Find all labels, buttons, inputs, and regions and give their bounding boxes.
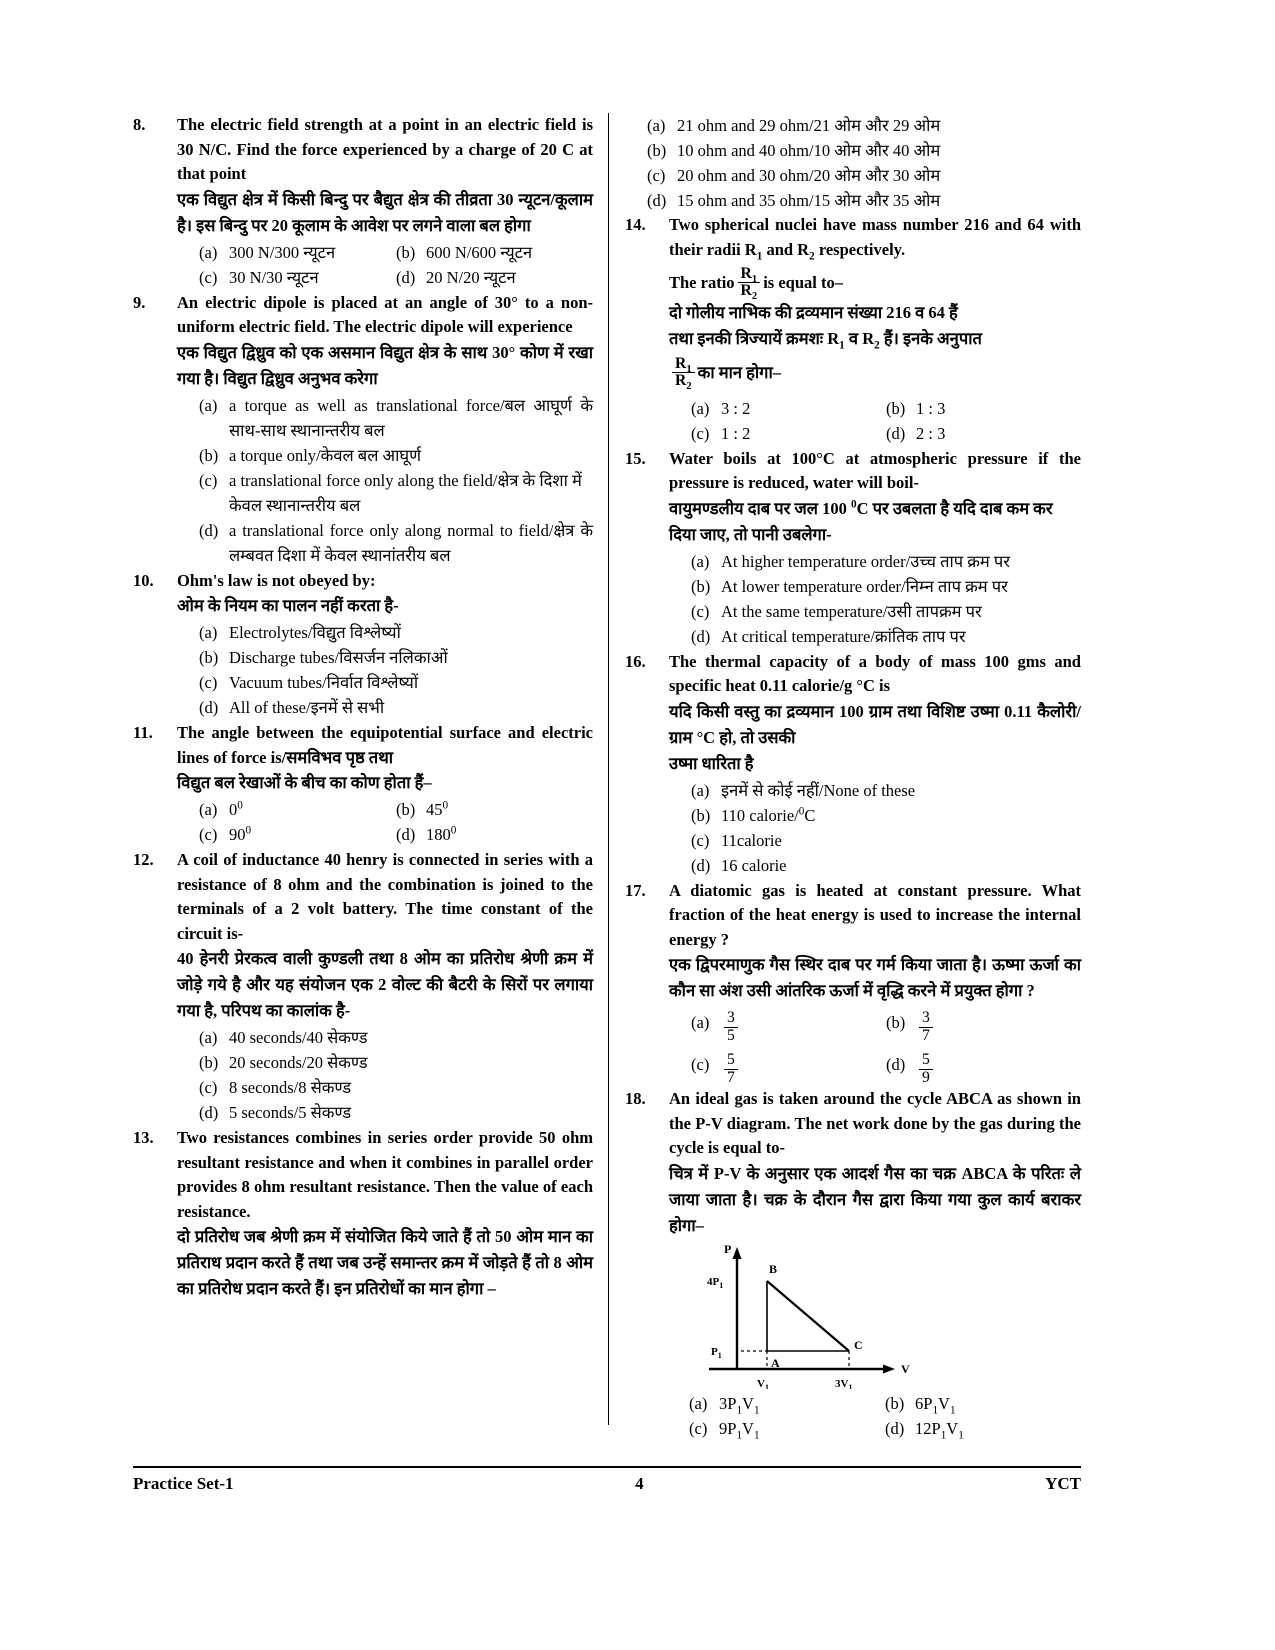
question-body	[177, 291, 593, 568]
option-text: 110 calorie/$^0$C	[721, 805, 816, 825]
question-10	[133, 569, 593, 721]
option-label: (c)	[691, 1055, 710, 1075]
option-label: (a)	[691, 1013, 710, 1033]
question-english: Two resistances combines in series order provide 50 ohm resultant resistance and when it combines in parallel order provides 8 ohm resultant resistance. Then the value of each resistance.	[177, 1128, 593, 1221]
option-row	[691, 1052, 1081, 1086]
question-number: 15.	[625, 448, 646, 468]
footer-set-label: Practice Set-1	[133, 1474, 234, 1493]
option-text: 20 N/20 न्यूटन	[426, 267, 516, 287]
options-list	[669, 396, 1081, 446]
option-b[interactable]	[396, 797, 593, 822]
question-number: 14.	[625, 215, 646, 234]
question-hindi: एक विद्युत द्विध्रुव को एक असमान विद्युत क्षेत्र के साथ 30° कोण में रखा गया है। विद्युत द्विध्रुव अनुभव करेगा	[177, 342, 593, 388]
option-text: 600 N/600 न्यूटन	[426, 242, 533, 262]
option-label: (b)	[885, 1393, 905, 1413]
option-text: a translational force only along normal to field/क्षेत्र के लम्बवत दिशा में केवल स्थानांतरीय बल	[229, 520, 593, 565]
option-d[interactable]	[885, 1416, 1081, 1441]
question-body	[177, 721, 593, 847]
option-text	[721, 1052, 886, 1086]
option-c[interactable]	[199, 265, 396, 290]
page-footer	[133, 1474, 1081, 1494]
question-15	[625, 447, 1081, 649]
question-english: Water boils at 100°C at atmospheric pressure if the pressure is reduced, water will boil-	[669, 448, 1081, 493]
question-number: 13.	[133, 1128, 154, 1147]
option-row	[691, 421, 1081, 446]
question-8	[133, 113, 593, 290]
option-label: (a)	[199, 1028, 218, 1047]
option-label: (a)	[199, 623, 218, 642]
option-text: At higher temperature order/उच्च ताप क्रम पर	[721, 551, 1011, 571]
question-14	[625, 213, 1081, 446]
option-text: Electrolytes/विद्युत विश्लेष्यों	[229, 623, 401, 642]
option-row	[199, 265, 593, 290]
option-label: (d)	[691, 855, 711, 875]
options-list	[669, 549, 1081, 649]
options-list	[669, 778, 1081, 878]
option-text: 11calorie	[721, 830, 782, 850]
option-label: (b)	[199, 648, 219, 667]
option-c[interactable]	[647, 163, 1081, 188]
point-c-label: C	[854, 1337, 863, 1352]
option-text: $3P_1V_1$	[719, 1393, 760, 1416]
question-body	[177, 848, 593, 1125]
option-text	[721, 1010, 886, 1044]
option-label: (d)	[396, 825, 416, 844]
option-text: 16 calorie	[721, 855, 787, 875]
question-english: A coil of inductance 40 henry is connected in series with a resistance of 8 ohm and the combination is joined to the terminals of a 2 volt battery. The time constant of the circuit is-	[177, 850, 593, 943]
ratio-fraction: $\frac{R_1}{R_2}$	[738, 266, 761, 300]
question-english: The electric field strength at a point in an electric field is 30 N/C. Find the force experienced by a charge of 20 C at that point	[177, 115, 593, 183]
option-row	[691, 1010, 1081, 1044]
question-body	[669, 447, 1081, 649]
segment-bc	[767, 1281, 849, 1351]
option-a[interactable]	[691, 549, 1081, 574]
question-number: 18.	[625, 1089, 646, 1109]
question-english: Ohm's law is not obeyed by:	[177, 570, 376, 590]
option-label: (b)	[396, 242, 416, 262]
option-text: 5 seconds/5 सेकण्ड	[229, 1103, 352, 1122]
options-list	[177, 1025, 593, 1125]
option-label: (c)	[689, 1418, 708, 1438]
footer-page-number: 4	[635, 1474, 644, 1493]
option-label: (c)	[199, 825, 218, 844]
footer-rule	[133, 1466, 1081, 1468]
option-c[interactable]	[199, 468, 593, 518]
question-hindi-2: उष्मा धारिता है	[669, 753, 754, 773]
right-column	[607, 113, 1081, 1441]
option-text: At critical temperature/क्रांतिक ताप पर	[721, 626, 966, 646]
question-17	[625, 879, 1081, 1086]
question-number: 11.	[133, 723, 153, 742]
question-english: Two spherical nuclei have mass number 216 and 64 with their radii $R_1$ and $R_2$ respectively.	[669, 215, 1081, 262]
option-d[interactable]	[199, 695, 593, 720]
left-column	[133, 113, 607, 1423]
option-label: (b)	[199, 445, 219, 465]
option-b[interactable]	[691, 574, 1081, 599]
option-a[interactable]	[689, 1391, 885, 1416]
options-list	[177, 393, 593, 568]
question-hindi: यदि किसी वस्तु का द्रव्यमान 100 ग्राम तथा विशिष्ट उष्मा 0.11 कैलोरी/ग्राम °C हो, तो उसकी	[669, 701, 1081, 747]
question-18	[625, 1087, 1081, 1441]
x-tick-left-label: $V_1$	[757, 1377, 769, 1389]
option-label: (b)	[691, 805, 711, 825]
option-label: (c)	[647, 166, 666, 185]
option-label: (d)	[885, 1418, 905, 1438]
question-9	[133, 291, 593, 568]
option-d[interactable]	[691, 853, 1081, 878]
option-b[interactable]	[396, 240, 593, 265]
option-label: (b)	[886, 1013, 906, 1033]
question-english: An electric dipole is placed at an angle of 30° to a non-uniform electric field. The electric dipole will experience	[177, 292, 593, 336]
option-a[interactable]	[199, 797, 396, 822]
option-label: (b)	[647, 141, 667, 160]
option-text: 30 N/30 न्यूटन	[229, 267, 319, 287]
option-text: $180^0$	[426, 824, 457, 844]
question-english: The angle between the equipotential surface and electric lines of force is/समविभव पृष्ठ तथा	[177, 723, 593, 767]
option-label: (c)	[691, 830, 710, 850]
y-tick-low-label: $P_1$	[711, 1345, 722, 1360]
option-b[interactable]	[885, 1391, 1081, 1416]
option-text: a translational force only along the field/क्षेत्र के दिशा में केवल स्थानान्तरीय बल	[229, 470, 582, 515]
option-label: (b)	[691, 576, 711, 596]
option-text	[916, 1010, 1081, 1044]
option-text: 1 : 3	[916, 398, 946, 418]
fraction: $\frac{3}{5}$	[724, 1010, 738, 1044]
question-english: An ideal gas is taken around the cycle ABCA as shown in the P-V diagram. The net work done by the gas during the cycle is equal to-	[669, 1089, 1081, 1158]
fraction: $\frac{5}{7}$	[724, 1052, 738, 1086]
option-text: 8 seconds/8 सेकण्ड	[229, 1078, 352, 1097]
option-text: 10 ohm and 40 ohm/10 ओम और 40 ओम	[677, 141, 941, 160]
option-d[interactable]	[396, 822, 593, 847]
question-english: The thermal capacity of a body of mass 100 gms and specific heat 0.11 calorie/g °C is	[669, 651, 1081, 696]
question-hindi-line1: दो गोलीय नाभिक की द्रव्यमान संख्या 216 व 64 हैं	[669, 302, 958, 322]
option-text: $6P_1V_1$	[915, 1393, 956, 1416]
options-list	[669, 1010, 1081, 1086]
option-label: (a)	[647, 116, 666, 135]
question-body	[669, 213, 1081, 446]
option-text: Discharge tubes/विसर्जन नलिकाओं	[229, 648, 448, 667]
option-a[interactable]	[199, 393, 593, 443]
option-row	[689, 1416, 1081, 1441]
options-list	[177, 240, 593, 290]
option-label: (c)	[199, 1078, 218, 1097]
option-label: (d)	[199, 1103, 219, 1122]
point-b-label: B	[769, 1261, 778, 1276]
page-content	[133, 113, 1081, 1441]
option-text: 20 seconds/20 सेकण्ड	[229, 1053, 368, 1072]
option-text: 20 ohm and 30 ohm/20 ओम और 30 ओम	[677, 166, 941, 185]
option-c[interactable]	[691, 421, 886, 446]
question-number: 8.	[133, 115, 146, 134]
option-text: $0^0$	[229, 799, 243, 819]
option-text: $45^0$	[426, 799, 449, 819]
option-a[interactable]	[199, 240, 396, 265]
option-b[interactable]	[647, 138, 1081, 163]
y-tick-high-label: $4P_1$	[707, 1275, 724, 1290]
option-label: (d)	[691, 626, 711, 646]
option-text: At the same temperature/उसी तापक्रम पर	[721, 601, 982, 621]
option-d[interactable]	[691, 624, 1081, 649]
question-number: 12.	[133, 850, 154, 869]
question-hindi-ratio: $\frac{R_1}{R_2}$ का मान होगा–	[669, 356, 1081, 390]
options-list	[669, 1391, 1081, 1441]
options-list	[177, 797, 593, 847]
question-hindi: चित्र में P-V के अनुसार एक आदर्श गैस का चक्र ABCA के परितः ले जाया जाता है। चक्र के दौरान गैस द्वारा किया गया कुल कार्य बराकर होगा–	[669, 1163, 1081, 1235]
fraction: $\frac{5}{9}$	[919, 1052, 933, 1086]
option-c[interactable]	[691, 828, 1081, 853]
question-number: 17.	[625, 880, 646, 900]
question-hindi: 40 हेनरी प्रेरकत्व वाली कुण्डली तथा 8 ओम का प्रतिरोध श्रेणी क्रम में जोड़े गये है और यह संयोजन एक 2 वोल्ट की बैटरी के सिरों पर लगाया गया है, परिपथ का कालांक है-	[177, 949, 593, 1020]
question-body	[669, 650, 1081, 878]
question-13-options-continued	[625, 113, 1081, 213]
x-axis-arrow	[883, 1364, 895, 1373]
option-text: $9P_1V_1$	[719, 1418, 760, 1441]
x-axis-label: V	[901, 1361, 910, 1376]
option-b[interactable]	[886, 396, 1081, 421]
question-hindi-line2: तथा इनकी त्रिज्यायें क्रमशः $R_1$ व $R_2$ हैं। इनके अनुपात	[669, 328, 982, 352]
question-body	[177, 113, 593, 290]
question-body	[669, 879, 1081, 1086]
option-text: 300 N/300 न्यूटन	[229, 242, 336, 262]
y-axis-arrow	[733, 1247, 742, 1259]
option-b[interactable]	[199, 645, 593, 670]
option-label: (b)	[199, 1053, 219, 1072]
option-c[interactable]	[691, 1052, 886, 1086]
question-hindi: ओम के नियम का पालन नहीं करता है-	[177, 596, 399, 615]
option-a[interactable]	[647, 113, 1081, 138]
point-a-label: A	[771, 1355, 780, 1370]
option-row	[199, 797, 593, 822]
option-label: (d)	[396, 267, 416, 287]
option-label: (a)	[691, 551, 710, 571]
option-text: 2 : 3	[916, 423, 946, 443]
option-a[interactable]	[691, 778, 1081, 803]
option-text: 40 seconds/40 सेकण्ड	[229, 1028, 368, 1047]
option-label: (a)	[689, 1393, 708, 1413]
option-c[interactable]	[199, 670, 593, 695]
option-c[interactable]	[199, 1075, 593, 1100]
option-text: $12P_1V_1$	[915, 1418, 964, 1441]
question-hindi: एक विद्युत क्षेत्र में किसी बिन्दु पर बैद्युत क्षेत्र की तीव्रता 30 न्यूटन/कूलाम है। इस बिन्दु पर 20 कूलाम के आवेश पर लगने वाला बल होगा	[177, 189, 593, 235]
question-13	[133, 1126, 593, 1302]
option-b[interactable]	[691, 803, 1081, 828]
option-label: (c)	[691, 423, 710, 443]
option-text: All of these/इनमें से सभी	[229, 698, 385, 717]
option-row	[691, 396, 1081, 421]
option-label: (b)	[886, 398, 906, 418]
option-row	[689, 1391, 1081, 1416]
option-b[interactable]	[199, 443, 593, 468]
option-text: 3 : 2	[721, 398, 751, 418]
option-label: (d)	[886, 1055, 906, 1075]
question-hindi: दो प्रतिरोध जब श्रेणी क्रम में संयोजित किये जाते हैं तो 50 ओम मान का प्रतिराध प्रदान करते हैं तथा जब उन्हें समान्तर क्रम में जोड़ते हैं तो 8 ओम का प्रतिरोध प्रदान करते हैं। इन प्रतिरोधों का मान होगा –	[177, 1227, 593, 1298]
option-label: (a)	[199, 242, 218, 262]
option-text: 15 ohm and 35 ohm/15 ओम और 35 ओम	[677, 191, 941, 210]
question-body	[177, 1126, 593, 1302]
ratio-fraction-hindi: $\frac{R_1}{R_2}$	[672, 356, 695, 390]
question-number: 10.	[133, 570, 154, 590]
option-row	[199, 240, 593, 265]
question-hindi: एक द्विपरमाणुक गैस स्थिर दाब पर गर्म किया जाता है। ऊष्मा ऊर्जा का कौन सा अंश उसी आंतरिक ऊर्जा में वृद्धि करने में प्रयुक्त होगा ?	[669, 955, 1081, 1001]
option-c[interactable]	[691, 599, 1081, 624]
pv-diagram	[669, 1241, 1081, 1391]
question-16	[625, 650, 1081, 878]
option-text: $90^0$	[229, 824, 252, 844]
option-text: 21 ohm and 29 ohm/21 ओम और 29 ओम	[677, 116, 941, 135]
fraction: $\frac{3}{7}$	[919, 1010, 933, 1044]
question-english: A diatomic gas is heated at constant pressure. What fraction of the heat energy is used to increase the internal energy ?	[669, 880, 1081, 949]
question-number: 16.	[625, 651, 646, 671]
question-number: 9.	[133, 292, 146, 312]
option-label: (b)	[396, 800, 416, 819]
question-body	[669, 1087, 1081, 1441]
option-text: a torque as well as translational force/बल आघूर्ण के साथ-साथ स्थानान्तरीय बल	[229, 395, 593, 440]
option-d[interactable]	[199, 1100, 593, 1125]
footer-brand: YCT	[1045, 1474, 1081, 1493]
option-label: (c)	[691, 601, 710, 621]
option-label: (a)	[691, 780, 710, 800]
option-b[interactable]	[199, 1050, 593, 1075]
option-c[interactable]	[199, 822, 396, 847]
option-label: (c)	[199, 673, 218, 692]
question-11	[133, 721, 593, 847]
question-body	[177, 569, 593, 721]
question-ratio-english: The ratio $\frac{R_1}{R_2}$ is equal to–	[669, 265, 843, 303]
question-12	[133, 848, 593, 1125]
option-text: At lower temperature order/निम्न ताप क्रम पर	[721, 576, 1008, 596]
options-list	[177, 620, 593, 720]
option-label: (a)	[199, 800, 218, 819]
x-tick-right-label: $3V_1$	[835, 1377, 853, 1389]
option-label: (d)	[647, 191, 667, 210]
option-a[interactable]	[691, 1010, 886, 1044]
option-b[interactable]	[886, 1010, 1081, 1044]
option-d[interactable]	[886, 1052, 1081, 1086]
option-text: Vacuum tubes/निर्वात विश्लेष्यों	[229, 673, 419, 692]
option-label: (a)	[691, 398, 710, 418]
question-hindi: विद्युत बल रेखाओं के बीच का कोण होता हैं–	[177, 773, 432, 792]
option-label: (c)	[199, 267, 218, 287]
option-d[interactable]	[886, 421, 1081, 446]
option-label: (a)	[199, 395, 218, 415]
option-text: a torque only/केवल बल आघूर्ण	[229, 445, 422, 465]
option-d[interactable]	[199, 518, 593, 568]
option-label: (c)	[199, 470, 218, 490]
option-label: (d)	[199, 698, 219, 717]
option-row	[199, 822, 593, 847]
option-d[interactable]	[396, 265, 593, 290]
option-a[interactable]	[691, 396, 886, 421]
option-a[interactable]	[199, 620, 593, 645]
option-text	[916, 1052, 1081, 1086]
option-a[interactable]	[199, 1025, 593, 1050]
question-hindi: वायुमण्डलीय दाब पर जल 100 $^0$C पर उबलता है यदि दाब कम कर दिया जाए, तो पानी उबलेगा-	[669, 498, 1053, 544]
option-label: (d)	[886, 423, 906, 443]
option-text: इनमें से कोई नहीं/None of these	[721, 780, 916, 800]
option-d[interactable]	[647, 188, 1081, 213]
y-axis-label: P	[724, 1241, 732, 1256]
option-text: 1 : 2	[721, 423, 751, 443]
pv-diagram-svg	[689, 1241, 1029, 1389]
option-label: (d)	[199, 520, 219, 540]
option-c[interactable]	[689, 1416, 885, 1441]
